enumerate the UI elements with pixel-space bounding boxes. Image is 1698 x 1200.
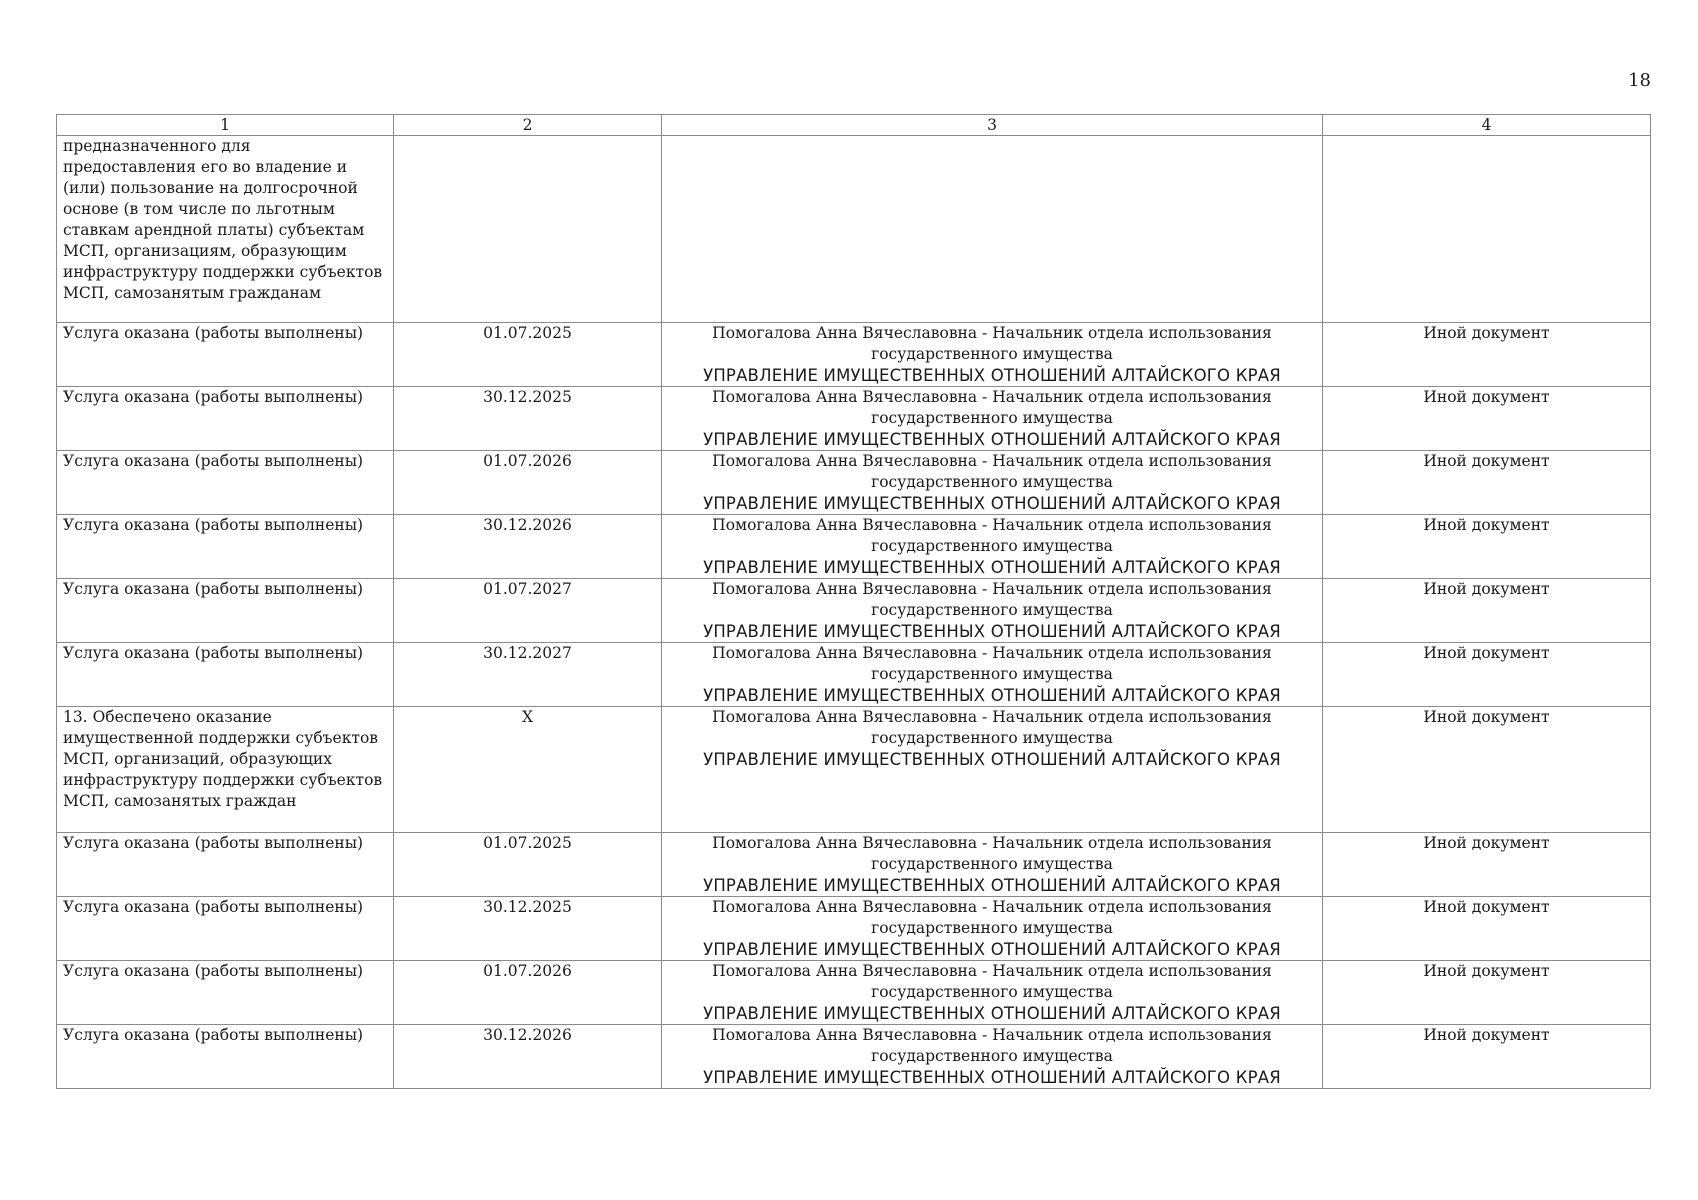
responsible-cell [662, 643, 1323, 707]
table-row [57, 387, 1651, 451]
column-header: 2 [394, 115, 662, 136]
event-cell: Услуга оказана (работы выполнены) [57, 515, 394, 579]
event-cell: Услуга оказана (работы выполнены) [57, 643, 394, 707]
organization-name: УПРАВЛЕНИЕ ИМУЩЕСТВЕННЫХ ОТНОШЕНИЙ АЛТАЙСКОГО КРАЯ [703, 622, 1281, 641]
date-cell: 30.12.2026 [394, 515, 662, 579]
date-cell: 30.12.2027 [394, 643, 662, 707]
plan-table [56, 114, 1651, 1089]
date-cell: 01.07.2025 [394, 833, 662, 897]
responsible-cell [662, 451, 1323, 515]
document-cell: Иной документ [1323, 833, 1651, 897]
date-cell: 30.12.2026 [394, 1025, 662, 1089]
event-cell: предназначенного для предоставления его во владение и (или) пользование на долгосрочной основе (в том числе по льготным ставкам арендной платы) субъектам МСП, организациям, образующим инфраструктуру поддержки субъектов МСП, самозанятым гражданам [57, 136, 394, 323]
table-row [57, 961, 1651, 1025]
date-cell: 01.07.2026 [394, 961, 662, 1025]
event-cell: Услуга оказана (работы выполнены) [57, 1025, 394, 1089]
table-row [57, 643, 1651, 707]
organization-name: УПРАВЛЕНИЕ ИМУЩЕСТВЕННЫХ ОТНОШЕНИЙ АЛТАЙСКОГО КРАЯ [703, 366, 1281, 385]
responsible-person: Помогалова Анна Вячеславовна - Начальник отдела использования государственного имущества [712, 580, 1272, 619]
responsible-cell [662, 579, 1323, 643]
table-row [57, 1025, 1651, 1089]
document-cell: Иной документ [1323, 643, 1651, 707]
document-cell: Иной документ [1323, 707, 1651, 833]
organization-name: УПРАВЛЕНИЕ ИМУЩЕСТВЕННЫХ ОТНОШЕНИЙ АЛТАЙСКОГО КРАЯ [703, 430, 1281, 449]
responsible-cell [662, 323, 1323, 387]
organization-name: УПРАВЛЕНИЕ ИМУЩЕСТВЕННЫХ ОТНОШЕНИЙ АЛТАЙСКОГО КРАЯ [703, 940, 1281, 959]
organization-name: УПРАВЛЕНИЕ ИМУЩЕСТВЕННЫХ ОТНОШЕНИЙ АЛТАЙСКОГО КРАЯ [703, 686, 1281, 705]
organization-name: УПРАВЛЕНИЕ ИМУЩЕСТВЕННЫХ ОТНОШЕНИЙ АЛТАЙСКОГО КРАЯ [703, 494, 1281, 513]
event-cell: Услуга оказана (работы выполнены) [57, 387, 394, 451]
table-row [57, 579, 1651, 643]
event-cell: Услуга оказана (работы выполнены) [57, 579, 394, 643]
document-cell: Иной документ [1323, 579, 1651, 643]
responsible-person: Помогалова Анна Вячеславовна - Начальник отдела использования государственного имущества [712, 834, 1272, 873]
column-header: 4 [1323, 115, 1651, 136]
event-cell: Услуга оказана (работы выполнены) [57, 323, 394, 387]
document-cell: Иной документ [1323, 897, 1651, 961]
responsible-person: Помогалова Анна Вячеславовна - Начальник отдела использования государственного имущества [712, 516, 1272, 555]
event-cell: Услуга оказана (работы выполнены) [57, 833, 394, 897]
event-cell: Услуга оказана (работы выполнены) [57, 897, 394, 961]
responsible-cell [662, 961, 1323, 1025]
date-cell: 01.07.2026 [394, 451, 662, 515]
responsible-person: Помогалова Анна Вячеславовна - Начальник отдела использования государственного имущества [712, 708, 1272, 747]
column-number-row [57, 115, 1651, 136]
organization-name: УПРАВЛЕНИЕ ИМУЩЕСТВЕННЫХ ОТНОШЕНИЙ АЛТАЙСКОГО КРАЯ [703, 558, 1281, 577]
responsible-person: Помогалова Анна Вячеславовна - Начальник отдела использования государственного имущества [712, 452, 1272, 491]
date-cell: 01.07.2025 [394, 323, 662, 387]
date-cell: 01.07.2027 [394, 579, 662, 643]
responsible-cell [662, 136, 1323, 323]
responsible-person: Помогалова Анна Вячеславовна - Начальник отдела использования государственного имущества [712, 388, 1272, 427]
document-cell: Иной документ [1323, 387, 1651, 451]
table-row [57, 897, 1651, 961]
responsible-person: Помогалова Анна Вячеславовна - Начальник отдела использования государственного имущества [712, 644, 1272, 683]
event-cell: Услуга оказана (работы выполнены) [57, 451, 394, 515]
responsible-cell [662, 897, 1323, 961]
table-row [57, 833, 1651, 897]
date-cell: X [394, 707, 662, 833]
column-header: 3 [662, 115, 1323, 136]
organization-name: УПРАВЛЕНИЕ ИМУЩЕСТВЕННЫХ ОТНОШЕНИЙ АЛТАЙСКОГО КРАЯ [703, 1068, 1281, 1087]
event-cell: 13. Обеспечено оказание имущественной поддержки субъектов МСП, организаций, образующих инфраструктуру поддержки субъектов МСП, самозанятых граждан [57, 707, 394, 833]
organization-name: УПРАВЛЕНИЕ ИМУЩЕСТВЕННЫХ ОТНОШЕНИЙ АЛТАЙСКОГО КРАЯ [703, 750, 1281, 769]
responsible-cell [662, 387, 1323, 451]
responsible-cell [662, 833, 1323, 897]
organization-name: УПРАВЛЕНИЕ ИМУЩЕСТВЕННЫХ ОТНОШЕНИЙ АЛТАЙСКОГО КРАЯ [703, 1004, 1281, 1023]
document-cell: Иной документ [1323, 961, 1651, 1025]
responsible-person: Помогалова Анна Вячеславовна - Начальник отдела использования государственного имущества [712, 898, 1272, 937]
column-header: 1 [57, 115, 394, 136]
document-cell: Иной документ [1323, 1025, 1651, 1089]
result-row [57, 707, 1651, 833]
table-row [57, 323, 1651, 387]
date-cell: 30.12.2025 [394, 897, 662, 961]
document-cell [1323, 136, 1651, 323]
organization-name: УПРАВЛЕНИЕ ИМУЩЕСТВЕННЫХ ОТНОШЕНИЙ АЛТАЙСКОГО КРАЯ [703, 876, 1281, 895]
responsible-person: Помогалова Анна Вячеславовна - Начальник отдела использования государственного имущества [712, 324, 1272, 363]
document-cell: Иной документ [1323, 515, 1651, 579]
document-cell: Иной документ [1323, 451, 1651, 515]
responsible-person: Помогалова Анна Вячеславовна - Начальник отдела использования государственного имущества [712, 1026, 1272, 1065]
date-cell [394, 136, 662, 323]
table-row [57, 451, 1651, 515]
table-row [57, 136, 1651, 323]
event-cell: Услуга оказана (работы выполнены) [57, 961, 394, 1025]
page-number: 18 [1628, 70, 1651, 91]
date-cell: 30.12.2025 [394, 387, 662, 451]
responsible-cell [662, 1025, 1323, 1089]
table-row [57, 515, 1651, 579]
responsible-cell [662, 515, 1323, 579]
responsible-person: Помогалова Анна Вячеславовна - Начальник отдела использования государственного имущества [712, 962, 1272, 1001]
responsible-cell [662, 707, 1323, 833]
document-cell: Иной документ [1323, 323, 1651, 387]
